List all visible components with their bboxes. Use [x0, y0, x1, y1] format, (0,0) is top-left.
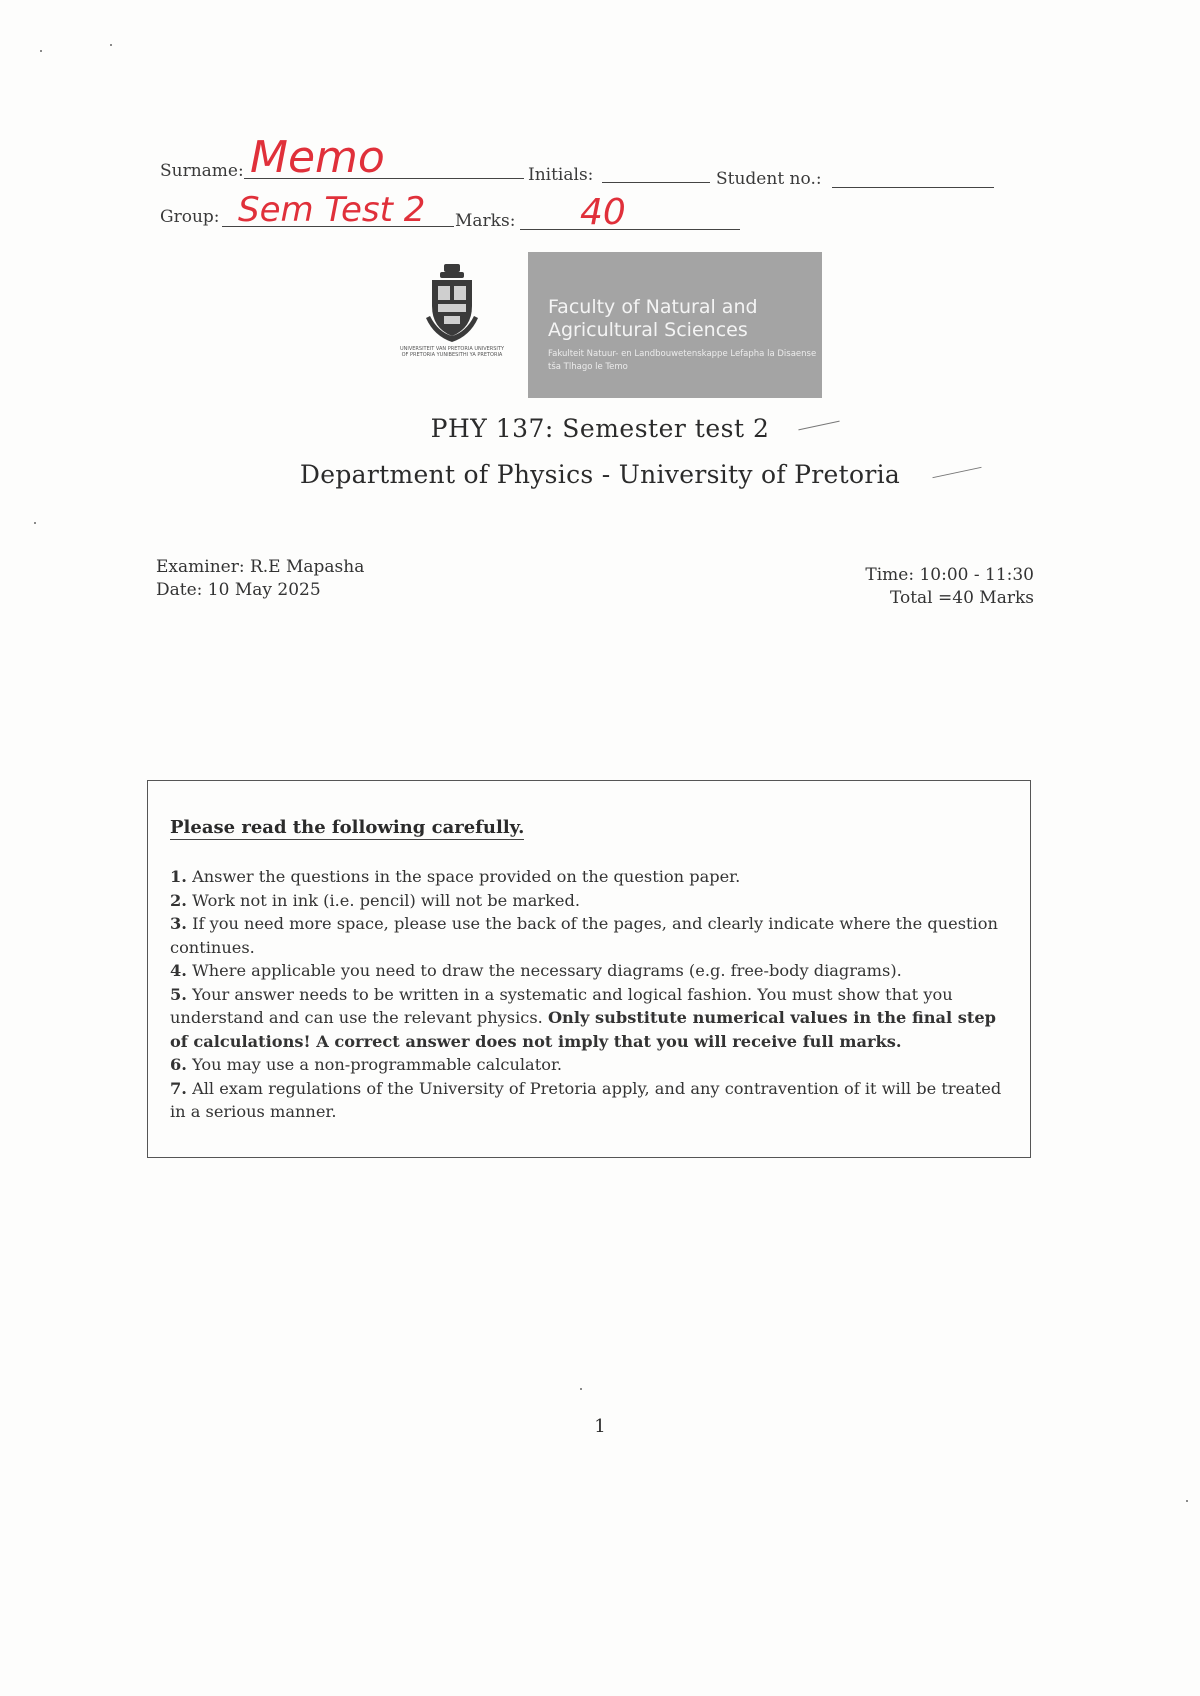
crest-icon: [396, 262, 508, 346]
surname-handwritten: Memo: [250, 132, 385, 183]
surname-label: Surname:: [160, 161, 244, 181]
time-info: [800, 564, 1034, 610]
marks-label: Marks:: [455, 211, 516, 231]
instruction-item: 1. Answer the questions in the space provided on the question paper.: [170, 867, 741, 886]
instruction-item: 6. You may use a non-programmable calculator.: [170, 1055, 563, 1074]
test-title: PHY 137: Semester test 2: [430, 414, 770, 443]
total-marks: Total =40 Marks: [889, 588, 1034, 608]
instruction-item: 7. All exam regulations of the University of Pretoria apply, and any contravention of it will be treated in a serious manner.: [170, 1078, 1002, 1121]
department-title: Department of Physics - University of Pretoria: [299, 460, 901, 489]
examiner-info: [156, 556, 364, 602]
university-crest-logo: [396, 262, 508, 374]
scan-speck: [40, 50, 42, 52]
marks-line: [520, 229, 740, 230]
page-number: 1: [594, 1416, 606, 1437]
instruction-item: 4. Where applicable you need to draw the necessary diagrams (e.g. free-body diagrams).: [170, 961, 902, 980]
crest-text: UNIVERSITEIT VAN PRETORIA UNIVERSITY OF PRETORIA YUNIBESITHI YA PRETORIA: [399, 346, 505, 358]
scan-speck: [580, 1388, 582, 1390]
instruction-item: 3. If you need more space, please use the back of the pages, and clearly indicate where the question continues.: [170, 914, 998, 957]
exam-date: Date: 10 May 2025: [156, 580, 321, 600]
group-handwritten: Sem Test 2: [238, 190, 426, 230]
faculty-title: Faculty of Natural and Agricultural Sciences: [548, 296, 758, 341]
marks-handwritten: 40: [580, 192, 626, 233]
student-no-line: [832, 187, 994, 188]
examiner: Examiner: R.E Mapasha: [156, 557, 365, 577]
instruction-item: 5. Your answer needs to be written in a systematic and logical fashion. You must show that you understand and can use the relevant physics. Only substitute numerical values in the final step of calculations! A correct answer does not imply that you will receive full marks.: [170, 984, 997, 1051]
student-no-label: Student no.:: [716, 169, 822, 189]
scan-speck: [110, 44, 112, 46]
instructions-list: [170, 865, 1012, 1124]
scan-speck: [34, 522, 36, 524]
initials-label: Initials:: [528, 165, 594, 185]
faculty-logo-box: [528, 252, 822, 398]
instructions-heading: Please read the following carefully.: [170, 817, 525, 838]
exam-time: Time: 10:00 - 11:30: [865, 565, 1034, 585]
initials-line: [602, 182, 710, 183]
instruction-item: 2. Work not in ink (i.e. pencil) will not be marked.: [170, 890, 581, 910]
instructions-box: [147, 780, 1031, 1158]
scan-speck: [1186, 1500, 1188, 1502]
faculty-subtitle: Fakulteit Natuur- en Landbouwetenskappe Lefapha la Disaense tša Tlhago le Temo: [548, 349, 817, 372]
group-label: Group:: [160, 207, 220, 227]
